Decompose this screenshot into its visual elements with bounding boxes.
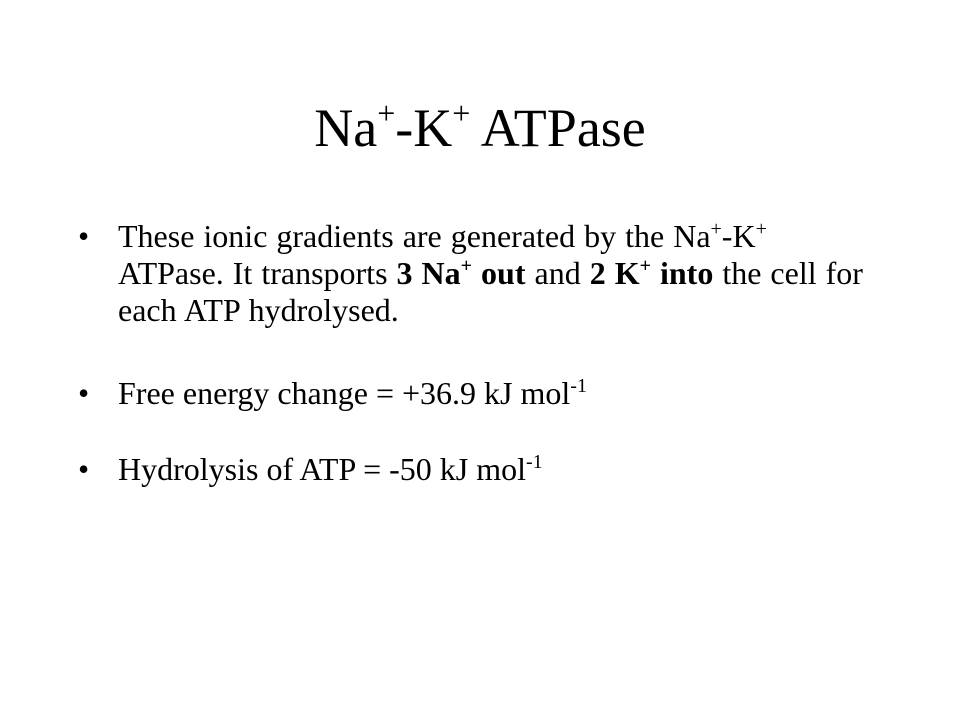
bullet-text: Hydrolysis of ATP = -50 kJ mol bbox=[118, 451, 526, 487]
bullet-text: and bbox=[525, 255, 590, 291]
bullet-item-free-energy bbox=[78, 375, 868, 412]
bold-text bbox=[590, 255, 714, 291]
bullet-text: Free energy change = +36.9 kJ mol bbox=[118, 375, 571, 411]
bullet-dot: • bbox=[78, 375, 90, 411]
bold-text-na: 3 Na bbox=[396, 255, 461, 291]
superscript: + bbox=[460, 255, 473, 277]
bullet-text: ATPase. It transports bbox=[118, 255, 397, 291]
bold-text bbox=[397, 255, 526, 291]
bullet-dot: • bbox=[78, 218, 90, 254]
bullet-text: These ionic gradients are generated by the Na bbox=[118, 218, 711, 254]
slide-title bbox=[0, 96, 960, 160]
bullet-dot: • bbox=[78, 451, 90, 487]
superscript: + bbox=[710, 218, 722, 240]
title-superscript-plus: + bbox=[377, 95, 396, 131]
superscript: + bbox=[755, 218, 767, 240]
bold-text-out: out bbox=[472, 255, 526, 291]
title-text-atpase: ATPase bbox=[470, 98, 646, 158]
bold-text-k: 2 K bbox=[589, 255, 640, 291]
bullet-text: -K bbox=[721, 218, 756, 254]
bold-text-into: into bbox=[650, 255, 714, 291]
bullet-item-hydrolysis bbox=[78, 451, 868, 488]
bullet-item-gradients bbox=[78, 218, 868, 329]
superscript: -1 bbox=[570, 375, 587, 397]
bullet-text: the cell for each ATP hydrolysed. bbox=[118, 255, 863, 328]
title-superscript-plus: + bbox=[452, 95, 471, 131]
title-text-na: Na bbox=[314, 98, 378, 158]
superscript: + bbox=[639, 255, 651, 277]
superscript: -1 bbox=[526, 451, 543, 473]
title-text-k: -K bbox=[395, 98, 453, 158]
bullet-list bbox=[78, 218, 868, 488]
